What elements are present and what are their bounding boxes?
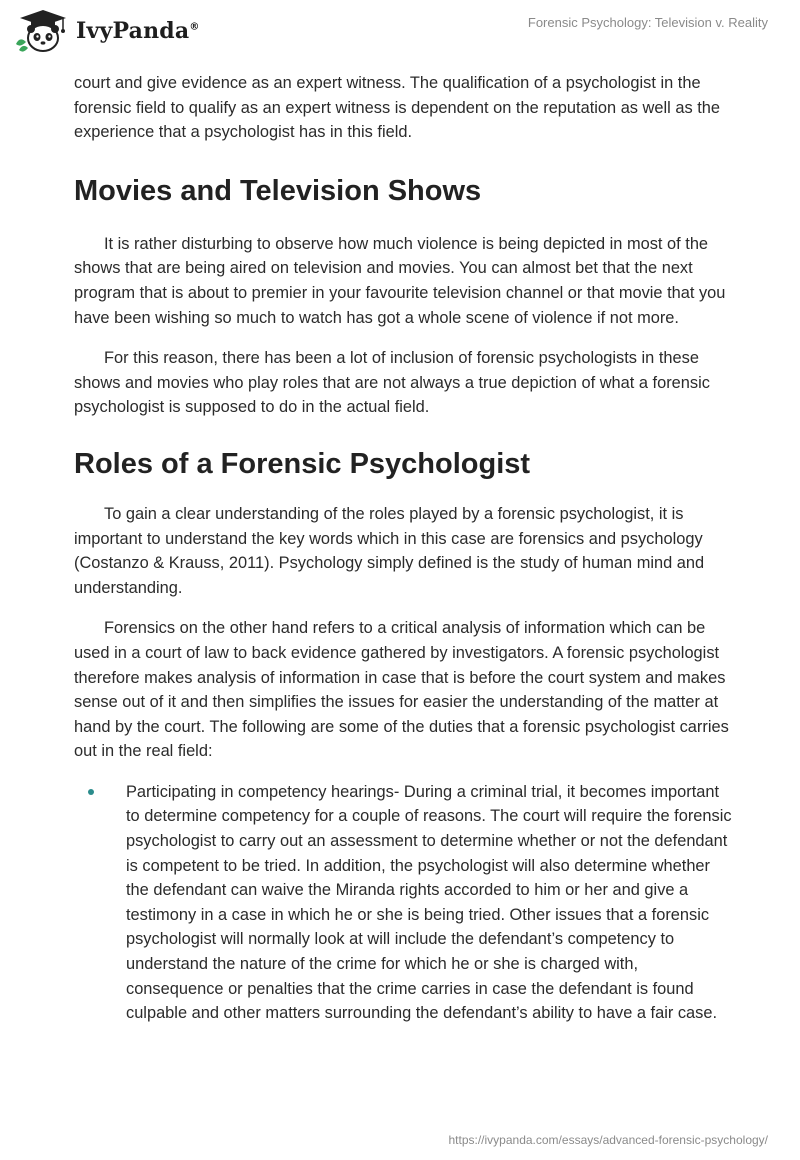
section-heading-roles: Roles of a Forensic Psychologist xyxy=(74,447,531,480)
source-url[interactable]: https://ivypanda.com/essays/advanced-forensic-psychology/ xyxy=(448,1133,768,1147)
list-item-text: Participating in competency hearings- During a criminal trial, it becomes important to determine competency for a couple of reasons. The court will require the forensic psychologist to carry out an assessment to determine whether or not the defendant is competent to be tried. In addition, the psychologist will also determine whether the defendant can waive the Miranda rights accorded to him or her and give a testimony in a case in which he or she is being tried. Other issues that a forensic psychologist will normally look at will include the defendant’s competency to understand the nature of the crime for which he or she is charged with, consequence or penalties that the crime carries in case the defendant is found culpable and other matters surrounding the defendant’s ability to have a fair case. xyxy=(126,782,732,1023)
paragraph: For this reason, there has been a lot of inclusion of forensic psychologists in these shows and movies who play roles that are not always a true depiction of what a forensic psychologist is supposed to do in the actual field. xyxy=(74,349,710,417)
registered-mark: ® xyxy=(189,21,200,33)
article-body xyxy=(74,71,734,1026)
list-item xyxy=(74,780,734,1026)
ivypanda-logo[interactable] xyxy=(14,8,200,54)
paragraph: To gain a clear understanding of the roles played by a forensic psychologist, it is important to understand the key words which in this case are forensics and psychology (Costanzo & Krauss, 2011). Psychology simply defined is the study of human mind and understanding. xyxy=(74,504,705,597)
paragraph: It is rather disturbing to observe how much violence is being depicted in most of the shows that are being aired on television and movies. You can almost bet that the next program that is about to premier in your favourite television channel or that movie that you have been wishing so much to watch has got a whole scene of violence if not more. xyxy=(74,234,726,327)
logo-wordmark: IvyPanda® xyxy=(76,18,200,44)
page-header xyxy=(0,0,800,70)
paragraph: Forensics on the other hand refers to a critical analysis of information which can be used in a court of law to back evidence gathered by investigators. A forensic psychologist therefore makes analysis of information in case that is before the court system and makes sense out of it and then simplifies the issues for easier the understanding of the matter at hand by the court. The following are some of the duties that a forensic psychologist carries out in the real field: xyxy=(74,619,729,761)
document-title: Forensic Psychology: Television v. Reality xyxy=(527,15,768,30)
bullet-icon xyxy=(88,789,94,795)
intro-paragraph: court and give evidence as an expert witness. The qualification of a psychologist in the forensic field to qualify as an expert witness is dependent on the reputation as well as the experience that a psychologist has in this field. xyxy=(74,74,720,142)
section-heading-movies: Movies and Television Shows xyxy=(74,174,482,207)
panda-graduation-cap-icon xyxy=(14,8,72,54)
duties-list xyxy=(74,780,734,1026)
